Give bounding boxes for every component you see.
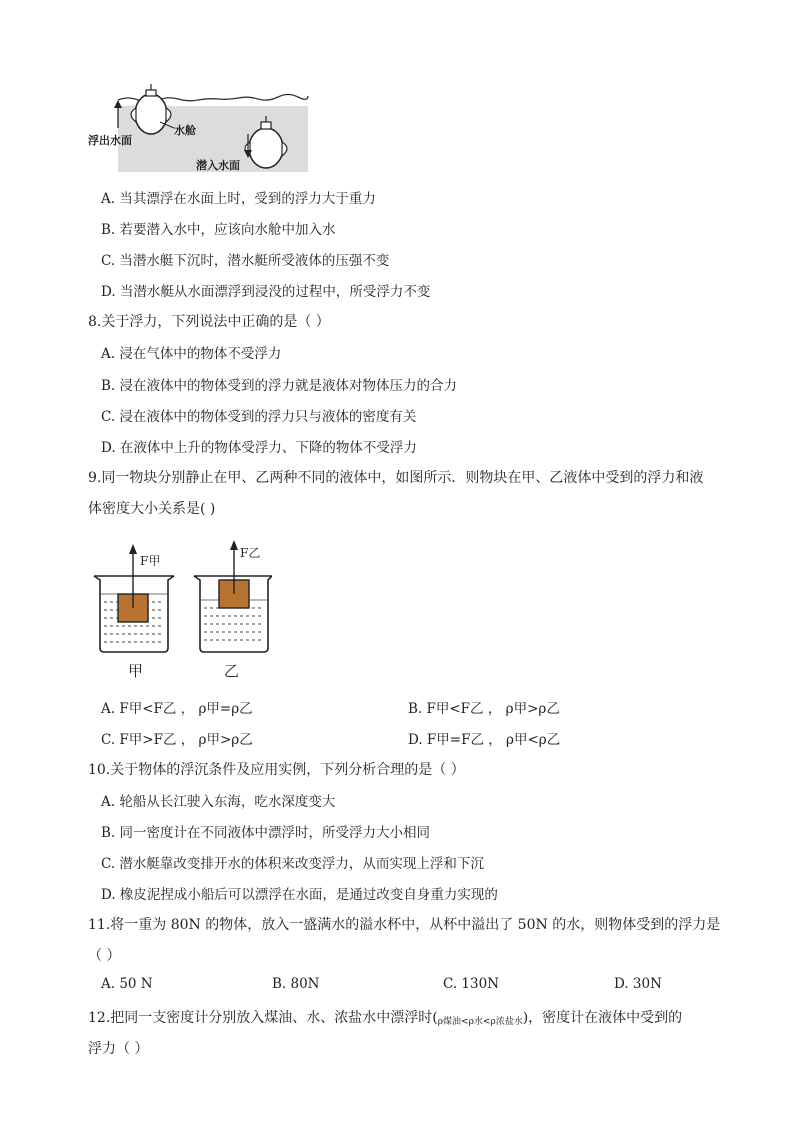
- q9-option-c: C. F甲>F乙 ， ρ甲>ρ乙: [101, 732, 253, 748]
- q7-option-b: B. 若要潜入水中，应该向水舱中加入水: [101, 222, 336, 238]
- q10-option-b: B. 同一密度计在不同液体中漂浮时，所受浮力大小相同: [101, 825, 431, 841]
- q12-stem-part-a: 12.把同一支密度计分别放入煤油、水、浓盐水中漂浮时(: [88, 1010, 438, 1026]
- beaker-jia: [94, 544, 174, 652]
- rho-kerosene: ρ煤油: [437, 1017, 462, 1027]
- q9-stem-line2: 体密度大小关系是( ): [88, 501, 216, 517]
- q11-option-c: C. 130N: [443, 976, 500, 992]
- q11-option-d: D. 30N: [614, 976, 662, 992]
- force-label-jia: F甲: [140, 554, 161, 568]
- q11-stem-line1: 11.将一重为 80N 的物体，放入一盛满水的溢水杯中，从杯中溢出了 50N 的水，则物体受到的浮力是: [88, 917, 721, 933]
- q8-option-c: C. 浸在液体中的物体受到的浮力只与液体的密度有关: [101, 409, 417, 425]
- less-than-2: <: [482, 1017, 491, 1027]
- q12-stem-line1: [88, 1007, 682, 1027]
- q10-option-a: A. 轮船从长江驶入东海，吃水深度变大: [101, 794, 336, 810]
- q8-option-d: D. 在液体中上升的物体受浮力、下降的物体不受浮力: [101, 440, 417, 456]
- q8-option-b: B. 浸在液体中的物体受到的浮力就是液体对物体压力的合力: [101, 378, 458, 394]
- beaker-label-yi: 乙: [224, 662, 240, 680]
- q10-option-c: C. 潜水艇靠改变排开水的体积来改变浮力，从而实现上浮和下沉: [101, 856, 484, 872]
- q9-option-b: B. F甲<F乙 ， ρ甲>ρ乙: [408, 701, 560, 717]
- q7-option-d: D. 当潜水艇从水面漂浮到浸没的过程中，所受浮力不变: [101, 284, 431, 300]
- rho-water: ρ水: [468, 1017, 483, 1027]
- q11-option-b: B. 80N: [272, 976, 320, 992]
- q11-stem-line2: （ ）: [88, 948, 121, 964]
- q12-stem-part-b: )，密度计在液体中受到的: [522, 1010, 683, 1026]
- label-rise: 浮出水面: [88, 134, 132, 147]
- beaker-figure: [92, 536, 272, 681]
- label-water-tank: 水舱: [174, 124, 196, 137]
- q8-stem: 8.关于浮力，下列说法中正确的是（ ）: [88, 314, 330, 330]
- force-label-yi: F乙: [240, 546, 261, 560]
- q7-option-a: A. 当其漂浮在水面上时，受到的浮力大于重力: [101, 191, 376, 207]
- less-than-1: <: [461, 1017, 469, 1027]
- q10-option-d: D. 橡皮泥捏成小船后可以漂浮在水面，是通过改变自身重力实现的: [101, 887, 498, 903]
- q10-stem: 10.关于物体的浮沉条件及应用实例，下列分析合理的是（ ）: [88, 762, 465, 778]
- q12-stem-line2: 浮力（ ）: [88, 1041, 149, 1057]
- submarine-figure: [88, 84, 310, 174]
- q7-option-c: C. 当潜水艇下沉时，潜水艇所受液体的压强不变: [101, 253, 390, 269]
- label-sink: 潜入水面: [196, 159, 240, 172]
- q9-option-d: D. F甲=F乙 ， ρ甲<ρ乙: [408, 732, 561, 748]
- beaker-label-jia: 甲: [128, 662, 144, 680]
- rho-brine: ρ浓盐水: [490, 1017, 523, 1027]
- q9-stem-line1: 9.同一物块分别静止在甲、乙两种不同的液体中，如图所示．则物块在甲、乙液体中受到的浮力和液: [88, 470, 704, 486]
- q9-option-a: A. F甲<F乙 ， ρ甲=ρ乙: [101, 701, 253, 717]
- q8-option-a: A. 浸在气体中的物体不受浮力: [101, 346, 282, 362]
- q11-option-a: A. 50 N: [101, 976, 153, 992]
